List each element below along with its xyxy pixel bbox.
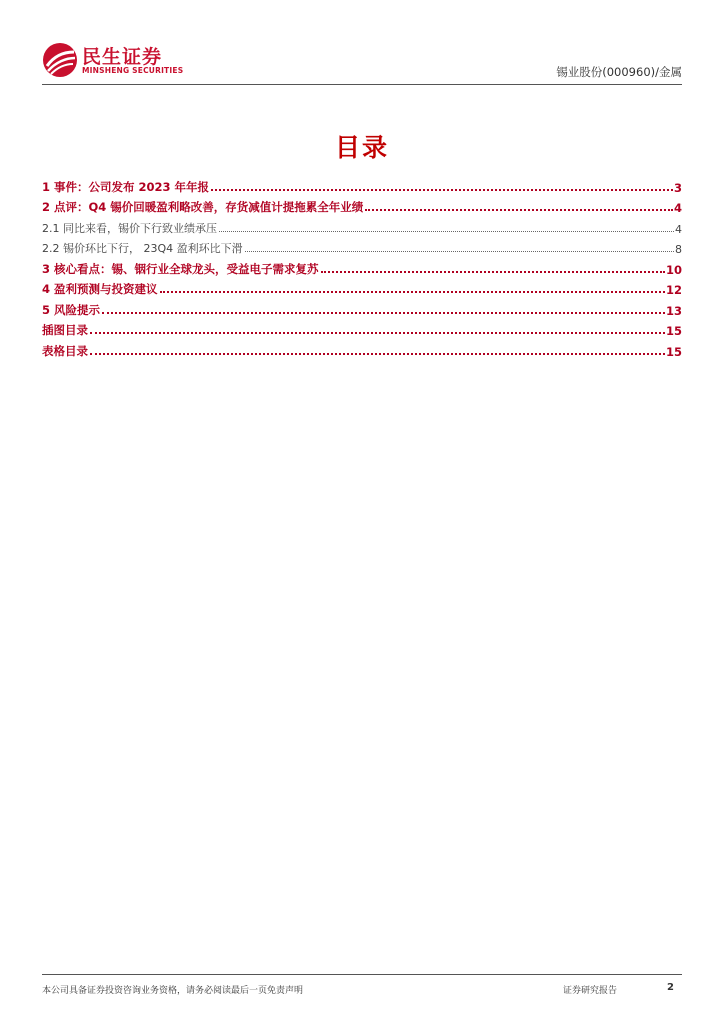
toc-leader <box>211 189 673 191</box>
table-of-contents <box>42 174 682 359</box>
toc-entry-text: 表格目录 <box>42 343 88 358</box>
toc-entry[interactable] <box>42 174 682 195</box>
toc-entry-page: 4 <box>673 201 682 215</box>
toc-leader <box>102 312 665 314</box>
toc-entry-text: 5 风险提示 <box>42 302 101 317</box>
toc-entry-text: 1 事件：公司发布 2023 年年报 <box>42 179 210 194</box>
minsheng-logo <box>42 40 222 80</box>
toc-leader <box>365 209 673 211</box>
toc-entry[interactable] <box>42 318 682 339</box>
toc-entry[interactable] <box>42 338 682 359</box>
footer-disclaimer: 本公司具备证券投资咨询业务资格，请务必阅读最后一页免责声明 <box>42 986 304 996</box>
toc-entry-text: 2.2 锡价环比下行， 23Q4 盈利环比下滑 <box>42 242 243 255</box>
toc-leader <box>90 332 665 334</box>
toc-leader <box>245 251 674 252</box>
toc-subentry[interactable] <box>42 215 682 236</box>
toc-entry[interactable] <box>42 297 682 318</box>
toc-entry-page: 3 <box>673 180 682 195</box>
footer-divider <box>42 974 682 975</box>
toc-title: 目录 <box>334 133 389 162</box>
footer-doc-type: 证券研究报告 <box>563 986 618 996</box>
brand-name-cn: 民生证券 <box>82 46 163 68</box>
toc-leader <box>219 231 674 232</box>
toc-entry-page: 15 <box>665 324 682 338</box>
toc-entry-page: 8 <box>675 243 682 256</box>
toc-entry-text: 插图目录 <box>42 323 88 337</box>
toc-entry-page: 12 <box>665 283 682 297</box>
toc-leader <box>90 353 665 355</box>
toc-entry-text: 3 核心看点：锡、铟行业全球龙头，受益电子需求复苏 <box>42 261 319 276</box>
toc-entry-page: 13 <box>665 303 682 318</box>
toc-entry-page: 4 <box>675 222 682 236</box>
toc-subentry[interactable] <box>42 236 682 257</box>
header-divider <box>42 84 682 85</box>
brand-name-en: MINSHENG SECURITIES <box>82 66 184 75</box>
toc-entry-text: 2.1 同比来看，锡价下行致业绩承压 <box>42 221 217 235</box>
page-header <box>42 40 682 84</box>
toc-entry-text: 4 盈利预测与投资建议 <box>42 282 158 296</box>
toc-leader <box>321 271 665 273</box>
toc-entry[interactable] <box>42 277 682 298</box>
report-subject: 锡业股份(000960)/金属 <box>556 65 682 79</box>
toc-entry-page: 15 <box>665 344 682 359</box>
minsheng-logo-icon <box>42 42 78 78</box>
page-number: 2 <box>667 982 674 993</box>
toc-entry-text: 2 点评：Q4 锡价回暖盈利略改善，存货减值计提拖累全年业绩 <box>42 200 364 214</box>
toc-entry[interactable] <box>42 256 682 277</box>
toc-leader <box>160 291 665 293</box>
toc-entry[interactable] <box>42 195 682 216</box>
toc-entry-page: 10 <box>665 262 682 277</box>
